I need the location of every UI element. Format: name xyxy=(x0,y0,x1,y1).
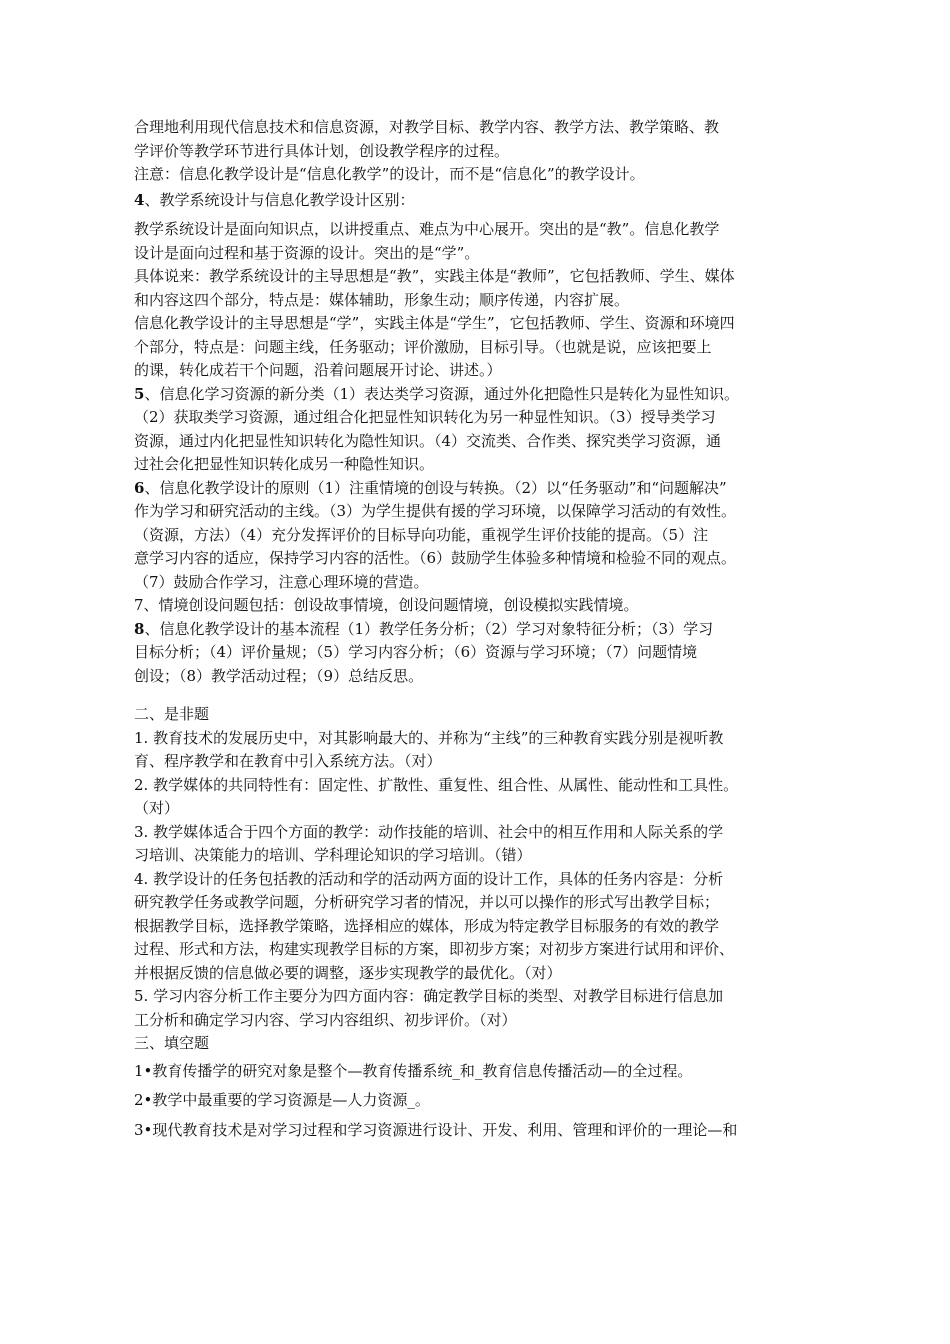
fill-question-1: 1•教育传播学的研究对象是整个—教育传播系统_和_教育信息传播活动—的全过程。 xyxy=(134,1061,693,1080)
item-number: 6 xyxy=(134,478,145,497)
document-page xyxy=(134,116,826,1142)
paragraph-line: 资源，通过内化把显性知识转化为隐性知识。（4）交流类、合作类、探究类学习资源，通 xyxy=(134,431,722,450)
paragraph-line: （7）鼓励合作学习，注意心理环境的营造。 xyxy=(134,572,429,591)
paragraph-line: 作为学习和研究活动的主线。（3）为学生提供有援的学习环境，以保障学习活动的有效性。 xyxy=(134,502,737,520)
paragraph-line: （2）获取类学习资源，通过组合化把显性知识转化为另一种显性知识。（3）授导类学习 xyxy=(134,408,716,426)
paragraph-line: 教学系统设计是面向知识点，以讲授重点、难点为中心展开。突出的是“教”。信息化教学 xyxy=(134,220,720,238)
item-6-heading xyxy=(134,477,826,501)
item-text: 、信息化教学设计的原则（1）注重情境的创设与转换。（2）以“任务驱动”和“问题解决” xyxy=(144,478,727,497)
item-number: 5 xyxy=(134,384,145,403)
paragraph-line: 合理地利用现代信息技术和信息资源，对教学目标、教学内容、教学方法、教学策略、教 xyxy=(134,118,720,136)
item-text: 、教学系统设计与信息化教学设计区别： xyxy=(144,190,415,209)
fill-question-3: 3•现代教育技术是对学习过程和学习资源进行设计、开发、利用、管理和评价的一理论—和 xyxy=(134,1120,738,1139)
question-line: 研究教学任务或教学问题，分析研究学习者的情况，并以可以操作的形式写出教学目标； xyxy=(134,893,720,911)
question-line: 1. 教育技术的发展历史中，对其影响最大的、并称为“主线”的三种教育实践分别是视听教 xyxy=(134,728,724,747)
item-number: 8 xyxy=(134,619,145,638)
paragraph-line: 意学习内容的适应，保持学习内容的活性。（6）鼓励学生体验多种情境和检验不同的观点。 xyxy=(134,549,737,567)
question-line: 并根据反馈的信息做必要的调整，逐步实现教学的最优化。（对） xyxy=(134,963,562,982)
question-line: 4. 教学设计的任务包括教的活动和学的活动两方面的设计工作，具体的任务内容是：分析 xyxy=(134,869,724,888)
paragraph-line: 创设；（8）教学活动过程；（9）总结反思。 xyxy=(134,666,424,685)
question-line: 工分析和确定学习内容、学习内容组织、初步评价。（对） xyxy=(134,1010,517,1029)
item-number: 4 xyxy=(134,190,145,209)
paragraph-line: 信息化教学设计的主导思想是“学”，实践主体是“学生”，它包括教师、学生、资源和环境四 xyxy=(134,314,735,332)
question-line: 根据教学目标，选择教学策略，选择相应的媒体，形成为特定教学目标服务的有效的教学 xyxy=(134,916,720,935)
paragraph-line: 目标分析；（4）评价量规；（5）学习内容分析；（6）资源与学习环境；（7）问题情境 xyxy=(134,643,698,661)
item-4-heading xyxy=(134,189,826,213)
question-line: 3. 教学媒体适合于四个方面的教学：动作技能的培训、社会中的相互作用和人际关系的学 xyxy=(134,822,724,841)
paragraph-line: 设计是面向过程和基于资源的设计。突出的是“学”。 xyxy=(134,243,480,262)
paragraph-line: 过社会化把显性知识转化成另一种隐性知识。 xyxy=(134,455,435,473)
paragraph-line: 和内容这四个部分，特点是：媒体辅助，形象生动；顺序传递，内容扩展。 xyxy=(134,290,630,309)
paragraph-line: 具体说来：教学系统设计的主导思想是“教”，实践主体是“教师”，它包括教师、学生、媒体 xyxy=(134,267,735,285)
item-5-heading xyxy=(134,383,826,407)
question-line: 育、程序教学和在教育中引入系统方法。（对） xyxy=(134,752,442,770)
section-heading: 二、是非题 xyxy=(134,705,210,723)
section-heading: 三、填空题 xyxy=(134,1034,210,1052)
question-line: 5. 学习内容分析工作主要分为四方面内容：确定教学目标的类型、对教学目标进行信息加 xyxy=(134,987,724,1005)
question-line: （对） xyxy=(134,799,180,817)
paragraph-line: （资源，方法）（4）充分发挥评价的目标导向功能，重视学生评价技能的提高。（5）注 xyxy=(134,525,709,544)
item-text: 、信息化教学设计的基本流程（1）教学任务分析；（2）学习对象特征分析；（3）学习 xyxy=(144,619,714,638)
question-line: 2. 教学媒体的共同特性有：固定性、扩散性、重复性、组合性、从属性、能动性和工具性。 xyxy=(134,775,739,794)
paragraph-line: 学评价等教学环节进行具体计划，创设教学程序的过程。 xyxy=(134,141,510,160)
item-7-line: 7、情境创设问题包括：创设故事情境，创设问题情境，创设模拟实践情境。 xyxy=(134,596,639,614)
question-line: 过程、形式和方法，构建实现教学目标的方案，即初步方案；对初步方案进行试用和评价、 xyxy=(134,940,735,958)
paragraph-line: 的课，转化成若干个问题，沿着问题展开讨论、讲述。） xyxy=(134,361,502,379)
fill-question-2: 2•教学中最重要的学习资源是—人力资源_。 xyxy=(134,1091,430,1109)
question-line: 习培训、决策能力的培训、学科理论知识的学习培训。（错） xyxy=(134,846,532,864)
item-text: 、信息化学习资源的新分类（1）表达类学习资源，通过外化把隐性只是转化为显性知识。 xyxy=(144,384,739,403)
note-line: 注意：信息化教学设计是“信息化教学”的设计，而不是“信息化”的教学设计。 xyxy=(134,165,645,183)
paragraph-line: 个部分，特点是：问题主线，任务驱动；评价激励，目标引导。（也就是说，应该把要上 xyxy=(134,337,712,356)
item-8-heading xyxy=(134,618,826,642)
